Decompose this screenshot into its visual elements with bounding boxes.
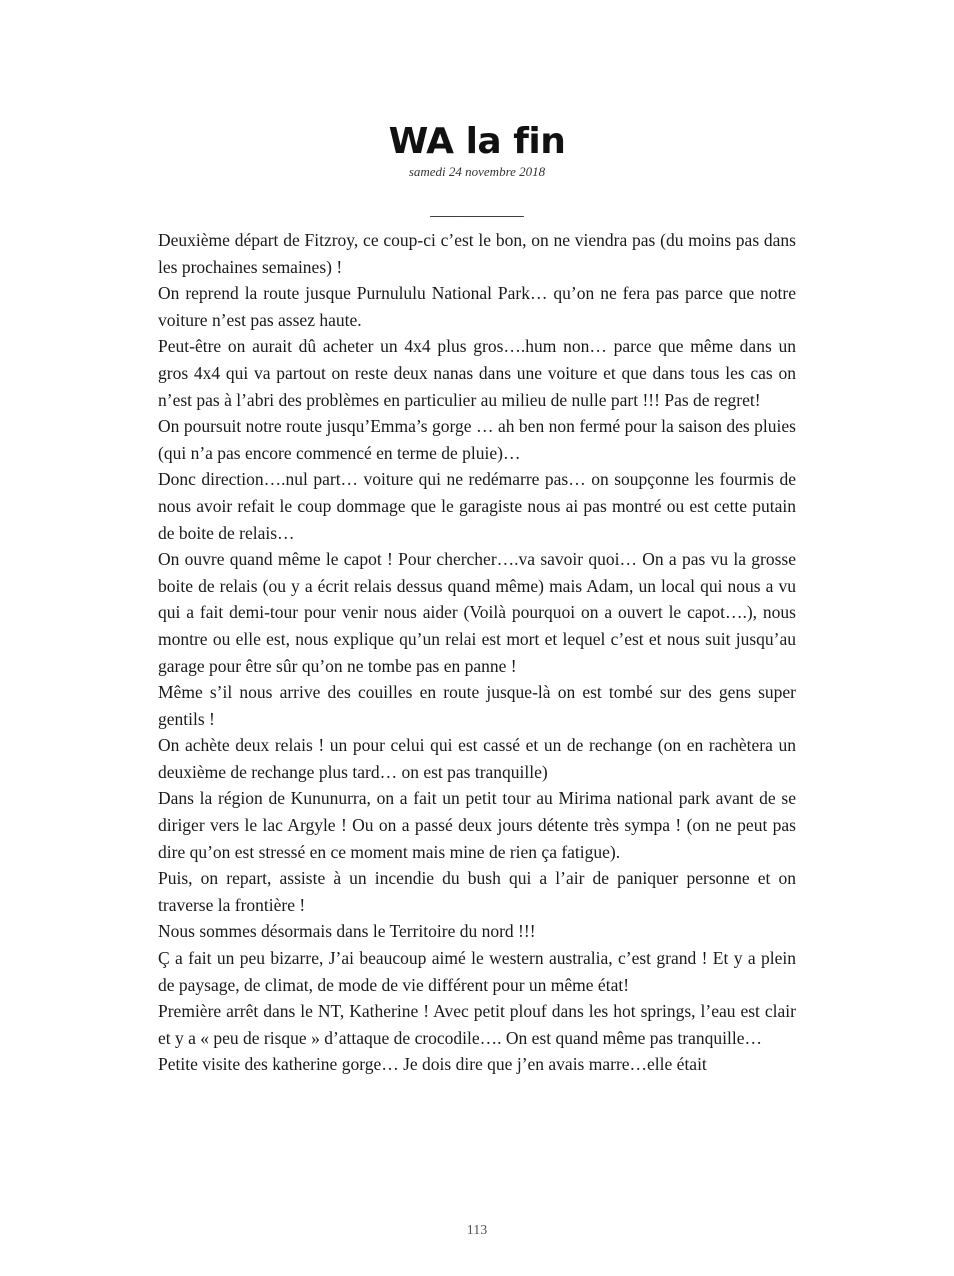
paragraph: On ouvre quand même le capot ! Pour chercher….va savoir quoi… On a pas vu la grosse boite de relais (ou y a écrit relais dessus quand même) mais Adam, un local qui nous a vu qui a fait demi-tour pour venir nous aider (Voilà pourquoi on a ouvert le capot….), nous montre ou elle est, nous explique qu’un relai est mort et lequel c’est et nous suit jusqu’au garage pour être sûr qu’on ne tombe pas en panne ! [158, 549, 796, 676]
paragraph: Petite visite des katherine gorge… Je dois dire que j’en avais marre…elle était [158, 1054, 707, 1075]
article-body [158, 227, 796, 1078]
paragraph: Donc direction….nul part… voiture qui ne redémarre pas… on soupçonne les fourmis de nous avoir refait le coup dommage que le garagiste nous ai pas montré ou est cette putain de boite de relais… [158, 469, 796, 543]
paragraph: Même s’il nous arrive des couilles en route jusque-là on est tombé sur des gens super gentils ! [158, 682, 796, 729]
paragraph: On reprend la route jusque Purnululu National Park… qu’on ne fera pas parce que notre voiture n’est pas assez haute. [158, 283, 796, 330]
title-separator: ___________ [430, 200, 524, 219]
post-date: samedi 24 novembre 2018 [408, 164, 546, 179]
paragraph: Nous sommes désormais dans le Territoire du nord !!! [158, 921, 536, 942]
paragraph: Puis, on repart, assiste à un incendie du bush qui a l’air de paniquer personne et on traverse la frontière ! [158, 868, 796, 915]
paragraph: On poursuit notre route jusqu’Emma’s gorge … ah ben non fermé pour la saison des pluies (qui n’a pas encore commencé en terme de pluie)… [158, 416, 796, 463]
paragraph: Peut-être on aurait dû acheter un 4x4 plus gros….hum non… parce que même dans un gros 4x4 qui va partout on reste deux nanas dans une voiture et que dans tous les cas on n’est pas à l’abri des problèmes en particulier au milieu de nulle part !!! Pas de regret! [158, 336, 796, 410]
page-number: 113 [466, 1223, 488, 1238]
paragraph: Dans la région de Kununurra, on a fait un petit tour au Mirima national park avant de se diriger vers le lac Argyle ! Ou on a passé deux jours détente très sympa ! (on ne peut pas dire qu’on est stressé en ce moment mais mine de rien ça fatigue). [158, 788, 796, 862]
paragraph: Ç a fait un peu bizarre, J’ai beaucoup aimé le western australia, c’est grand ! Et y a plein de paysage, de climat, de mode de vie différent pour un même état! [158, 948, 796, 995]
paragraph: Première arrêt dans le NT, Katherine ! Avec petit plouf dans les hot springs, l’eau est clair et y a « peu de risque » d’attaque de crocodile…. On est quand même pas tranquille… [158, 1001, 796, 1048]
paragraph: Deuxième départ de Fitzroy, ce coup-ci c’est le bon, on ne viendra pas (du moins pas dans les prochaines semaines) ! [158, 230, 796, 277]
paragraph: On achète deux relais ! un pour celui qui est cassé et un de rechange (on en rachètera un deuxième de rechange plus tard… on est pas tranquille) [158, 735, 796, 782]
page-title: WA la fin [388, 121, 566, 162]
